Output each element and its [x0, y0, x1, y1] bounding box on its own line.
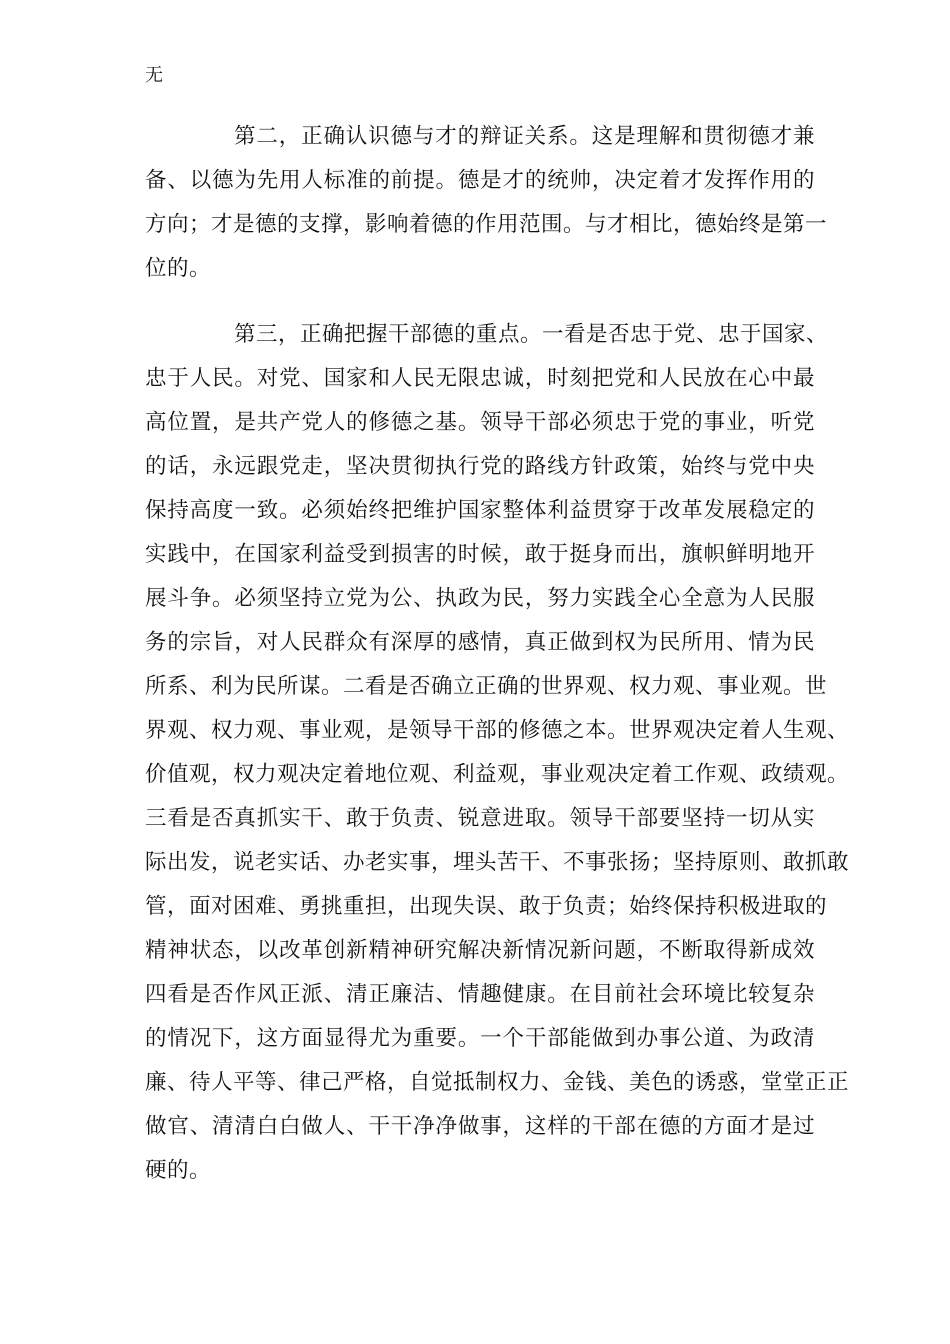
paragraph-1-line-2: 备、以德为先用人标准的前提。德是才的统帅，决定着才发挥作用的 — [145, 168, 815, 193]
paragraph-1-line-3: 方向；才是德的支撑，影响着德的作用范围。与才相比，德始终是第一 — [145, 212, 828, 237]
paragraph-2-line-12: 三看是否真抓实干、敢于负责、锐意进取。领导干部要坚持一切从实 — [145, 806, 815, 831]
paragraph-1-line-4: 位的。 — [145, 256, 212, 281]
paragraph-2-line-11: 价值观，权力观决定着地位观、利益观，事业观决定着工作观、政绩观。 — [145, 762, 850, 787]
paragraph-2-line-8: 务的宗旨，对人民群众有深厚的感情，真正做到权为民所用、情为民 — [145, 630, 815, 655]
paragraph-2-line-7: 展斗争。必须坚持立党为公、执政为民，努力实践全心全意为人民服 — [145, 586, 815, 611]
paragraph-2-line-10: 界观、权力观、事业观，是领导干部的修德之本。世界观决定着人生观、 — [145, 718, 850, 743]
paragraph-2-line-16: 四看是否作风正派、清正廉洁、情趣健康。在目前社会环境比较复杂 — [145, 982, 815, 1007]
paragraph-2-line-19: 做官、清清白白做人、干干净净做事，这样的干部在德的方面才是过 — [145, 1114, 815, 1139]
paragraph-2-line-20: 硬的。 — [145, 1158, 212, 1183]
paragraph-1-line-1: 第二，正确认识德与才的辩证关系。这是理解和贯彻德才兼 — [234, 124, 815, 149]
paragraph-2-line-17: 的情况下，这方面显得尤为重要。一个干部能做到办事公道、为政清 — [145, 1026, 815, 1051]
page-header-text: 无 — [145, 65, 163, 86]
paragraph-2-line-9: 所系、利为民所谋。二看是否确立正确的世界观、权力观、事业观。世 — [145, 674, 828, 699]
paragraph-2-line-5: 保持高度一致。必须始终把维护国家整体利益贯穿于改革发展稳定的 — [145, 498, 815, 523]
paragraph-2-line-14: 管，面对困难、勇挑重担，出现失误、敢于负责；始终保持积极进取的 — [145, 894, 828, 919]
paragraph-2-line-1: 第三，正确把握干部德的重点。一看是否忠于党、忠于国家、 — [234, 322, 829, 347]
paragraph-2-line-18: 廉、待人平等、律己严格，自觉抵制权力、金钱、美色的诱惑，堂堂正正 — [145, 1070, 850, 1095]
paragraph-2-line-15: 精神状态，以改革创新精神研究解决新情况新问题，不断取得新成效 — [145, 938, 815, 963]
paragraph-2-line-6: 实践中，在国家利益受到损害的时候，敢于挺身而出，旗帜鲜明地开 — [145, 542, 815, 567]
paragraph-2-line-2: 忠于人民。对党、国家和人民无限忠诚，时刻把党和人民放在心中最 — [145, 366, 815, 391]
paragraph-2-line-13: 际出发，说老实话、办老实事，埋头苦干、不事张扬；坚持原则、敢抓敢 — [145, 850, 850, 875]
paragraph-2-line-3: 高位置，是共产党人的修德之基。领导干部必须忠于党的事业，听党 — [145, 410, 815, 435]
paragraph-2-line-4: 的话，永远跟党走，坚决贯彻执行党的路线方针政策，始终与党中央 — [145, 454, 815, 479]
